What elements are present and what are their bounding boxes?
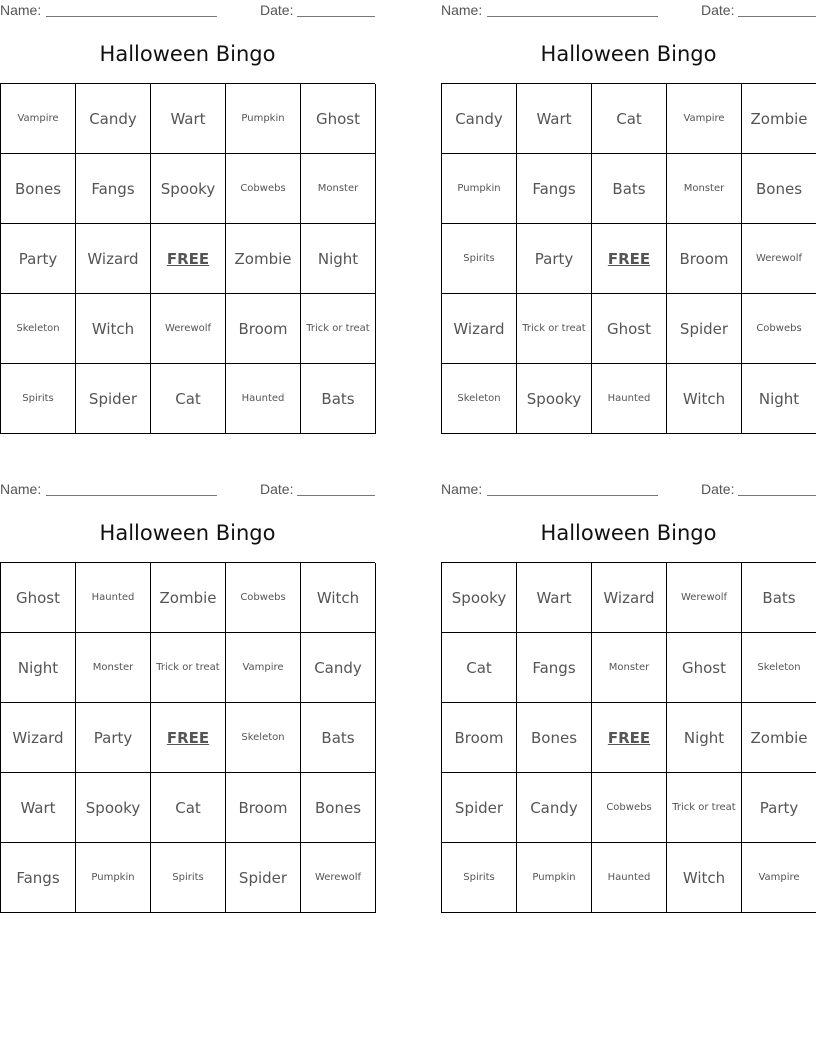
- bingo-cell: Cobwebs: [226, 563, 301, 633]
- bingo-cell: Trick or treat: [517, 294, 592, 364]
- bingo-cell: Spooky: [517, 364, 592, 434]
- bingo-cell: Fangs: [517, 154, 592, 224]
- bingo-cell: Party: [742, 773, 816, 843]
- bingo-cell: Skeleton: [442, 364, 517, 434]
- bingo-cell: Bats: [592, 154, 667, 224]
- bingo-cell: Wart: [517, 563, 592, 633]
- bingo-cell: Cobwebs: [226, 154, 301, 224]
- bingo-cell: Vampire: [742, 843, 816, 913]
- date-label: Date:: [701, 481, 735, 497]
- bingo-cell: Wart: [151, 84, 226, 154]
- bingo-grid: [441, 83, 816, 434]
- name-label: Name:: [441, 481, 483, 497]
- bingo-cell: Vampire: [226, 633, 301, 703]
- bingo-cell: Haunted: [592, 364, 667, 434]
- bingo-cell: Ghost: [1, 563, 76, 633]
- date-blank-line: [738, 16, 816, 17]
- bingo-cell: Bones: [742, 154, 816, 224]
- bingo-cell: Wizard: [442, 294, 517, 364]
- date-label: Date:: [701, 2, 735, 18]
- bingo-cell: Monster: [592, 633, 667, 703]
- bingo-cell: Spider: [226, 843, 301, 913]
- bingo-cell: Witch: [301, 563, 376, 633]
- bingo-cell: Night: [667, 703, 742, 773]
- card-title: Halloween Bingo: [540, 521, 717, 545]
- free-space-cell: FREE: [592, 703, 667, 773]
- bingo-cell: Skeleton: [226, 703, 301, 773]
- bingo-cell: Spooky: [442, 563, 517, 633]
- name-blank-line: [46, 495, 217, 496]
- bingo-cell: Monster: [301, 154, 376, 224]
- date-label: Date:: [260, 481, 294, 497]
- bingo-cell: Candy: [442, 84, 517, 154]
- bingo-cell: Bats: [301, 364, 376, 434]
- bingo-cell: Pumpkin: [517, 843, 592, 913]
- bingo-cell: Trick or treat: [667, 773, 742, 843]
- bingo-cell: Broom: [226, 294, 301, 364]
- date-blank-line: [297, 16, 375, 17]
- bingo-cell: Night: [1, 633, 76, 703]
- bingo-cell: Broom: [226, 773, 301, 843]
- bingo-cell: Zombie: [742, 703, 816, 773]
- bingo-grid: [441, 562, 816, 913]
- bingo-cell: Werewolf: [301, 843, 376, 913]
- name-blank-line: [46, 16, 217, 17]
- bingo-cell: Candy: [76, 84, 151, 154]
- free-space-cell: FREE: [592, 224, 667, 294]
- card-header: [441, 479, 816, 499]
- bingo-cell: Werewolf: [742, 224, 816, 294]
- bingo-cell: Cat: [592, 84, 667, 154]
- bingo-cell: Spider: [442, 773, 517, 843]
- bingo-cell: Candy: [301, 633, 376, 703]
- name-blank-line: [487, 16, 658, 17]
- bingo-cell: Monster: [667, 154, 742, 224]
- bingo-cell: Werewolf: [667, 563, 742, 633]
- bingo-cell: Bats: [742, 563, 816, 633]
- bingo-cell: Party: [1, 224, 76, 294]
- bingo-cell: Monster: [76, 633, 151, 703]
- date-label: Date:: [260, 2, 294, 18]
- bingo-cell: Trick or treat: [301, 294, 376, 364]
- bingo-cell: Bats: [301, 703, 376, 773]
- bingo-cell: Party: [76, 703, 151, 773]
- bingo-cell: Spooky: [151, 154, 226, 224]
- bingo-cell: Fangs: [76, 154, 151, 224]
- bingo-cell: Night: [301, 224, 376, 294]
- bingo-cell: Wizard: [76, 224, 151, 294]
- bingo-cell: Pumpkin: [76, 843, 151, 913]
- bingo-cell: Haunted: [76, 563, 151, 633]
- bingo-cell: Wart: [1, 773, 76, 843]
- bingo-cell: Candy: [517, 773, 592, 843]
- date-blank-line: [297, 495, 375, 496]
- bingo-cell: Spirits: [1, 364, 76, 434]
- bingo-cell: Zombie: [151, 563, 226, 633]
- bingo-cell: Ghost: [592, 294, 667, 364]
- card-header: [0, 479, 375, 499]
- bingo-cell: Haunted: [226, 364, 301, 434]
- bingo-cell: Spider: [667, 294, 742, 364]
- bingo-cell: Broom: [667, 224, 742, 294]
- bingo-cell: Fangs: [1, 843, 76, 913]
- bingo-cell: Wizard: [592, 563, 667, 633]
- bingo-cell: Cobwebs: [742, 294, 816, 364]
- bingo-cell: Wizard: [1, 703, 76, 773]
- name-blank-line: [487, 495, 658, 496]
- bingo-cell: Vampire: [667, 84, 742, 154]
- bingo-cell: Ghost: [667, 633, 742, 703]
- bingo-grid: [0, 83, 375, 434]
- card-title: Halloween Bingo: [99, 521, 276, 545]
- free-space-cell: FREE: [151, 224, 226, 294]
- card-header: [0, 0, 375, 20]
- card-title: Halloween Bingo: [99, 42, 276, 66]
- bingo-cell: Wart: [517, 84, 592, 154]
- bingo-cell: Witch: [667, 364, 742, 434]
- bingo-cell: Spirits: [442, 224, 517, 294]
- bingo-cell: Trick or treat: [151, 633, 226, 703]
- bingo-cell: Werewolf: [151, 294, 226, 364]
- bingo-cell: Bones: [301, 773, 376, 843]
- bingo-cell: Pumpkin: [226, 84, 301, 154]
- bingo-cell: Skeleton: [1, 294, 76, 364]
- bingo-cell: Haunted: [592, 843, 667, 913]
- bingo-cell: Party: [517, 224, 592, 294]
- bingo-cell: Zombie: [742, 84, 816, 154]
- bingo-cell: Skeleton: [742, 633, 816, 703]
- bingo-cell: Broom: [442, 703, 517, 773]
- name-label: Name:: [0, 481, 42, 497]
- bingo-cell: Spider: [76, 364, 151, 434]
- bingo-cell: Spirits: [151, 843, 226, 913]
- bingo-cell: Spooky: [76, 773, 151, 843]
- bingo-cell: Bones: [1, 154, 76, 224]
- name-label: Name:: [441, 2, 483, 18]
- bingo-cell: Cat: [151, 364, 226, 434]
- bingo-cell: Pumpkin: [442, 154, 517, 224]
- bingo-cell: Ghost: [301, 84, 376, 154]
- bingo-cell: Night: [742, 364, 816, 434]
- card-title: Halloween Bingo: [540, 42, 717, 66]
- bingo-cell: Vampire: [1, 84, 76, 154]
- bingo-cell: Cat: [151, 773, 226, 843]
- bingo-cell: Cat: [442, 633, 517, 703]
- bingo-cell: Cobwebs: [592, 773, 667, 843]
- card-header: [441, 0, 816, 20]
- bingo-cell: Spirits: [442, 843, 517, 913]
- bingo-cell: Zombie: [226, 224, 301, 294]
- bingo-cell: Bones: [517, 703, 592, 773]
- bingo-cell: Fangs: [517, 633, 592, 703]
- bingo-grid: [0, 562, 375, 913]
- date-blank-line: [738, 495, 816, 496]
- bingo-cell: Witch: [76, 294, 151, 364]
- name-label: Name:: [0, 2, 42, 18]
- free-space-cell: FREE: [151, 703, 226, 773]
- bingo-cell: Witch: [667, 843, 742, 913]
